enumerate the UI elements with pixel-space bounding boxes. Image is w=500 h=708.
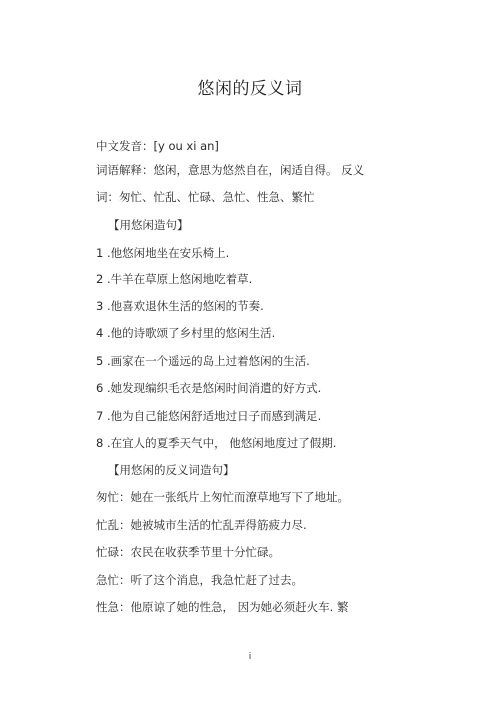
example-sentence: 4 .他的诗歌颂了乡村里的悠闲生活. [96,326,276,340]
example-sentence: 1 .他悠闲地坐在安乐椅上. [96,246,230,260]
antonym-sentence: 性急：他原谅了她的性急， 因为她必须赶火车. 繁 [96,600,349,614]
antonym-sentence: 忙碌：农民在收获季节里十分忙碌。 [96,545,280,559]
example-sentence: 2 .牛羊在草原上悠闲地吃着草. [96,272,253,286]
example-sentence: 6 .她发现编织毛衣是悠闲时间消遣的好方式. [96,381,322,395]
example-sentence: 3 .他喜欢退休生活的悠闲的节奏. [96,299,264,313]
antonyms-line: 词：匆忙、忙乱、忙碌、急忙、性急、繁忙 [96,190,315,204]
pronunciation-line: 中文发音：[y ou xi an] [96,139,219,153]
document-title: 悠闲的反义词 [197,79,303,99]
antonym-sentence: 急忙：听了这个消息，我急忙赶了过去。 [96,573,303,587]
example-sentence: 5 .画家在一个遥远的岛上过着悠闲的生活. [96,354,310,368]
antonym-sentence: 匆忙：她在一张纸片上匆忙而潦草地写下了地址。 [96,490,349,504]
example-sentence: 8 .在宜人的夏季天气中， 他悠闲地度过了假期. [96,436,337,450]
section-heading-antonym-sentences: 【用悠闲的反义词造句】 [108,463,235,477]
section-heading-sentences: 【用悠闲造句】 [108,218,189,232]
definition-line: 词语解释：悠闲，意思为悠然自在，闲适自得。 反义 [96,163,365,177]
example-sentence: 7 .他为自己能悠闲舒适地过日子而感到满足. [96,409,322,423]
page-number: i [248,652,252,662]
antonym-sentence: 忙乱：她被城市生活的忙乱弄得筋疲力尽. [96,518,307,532]
